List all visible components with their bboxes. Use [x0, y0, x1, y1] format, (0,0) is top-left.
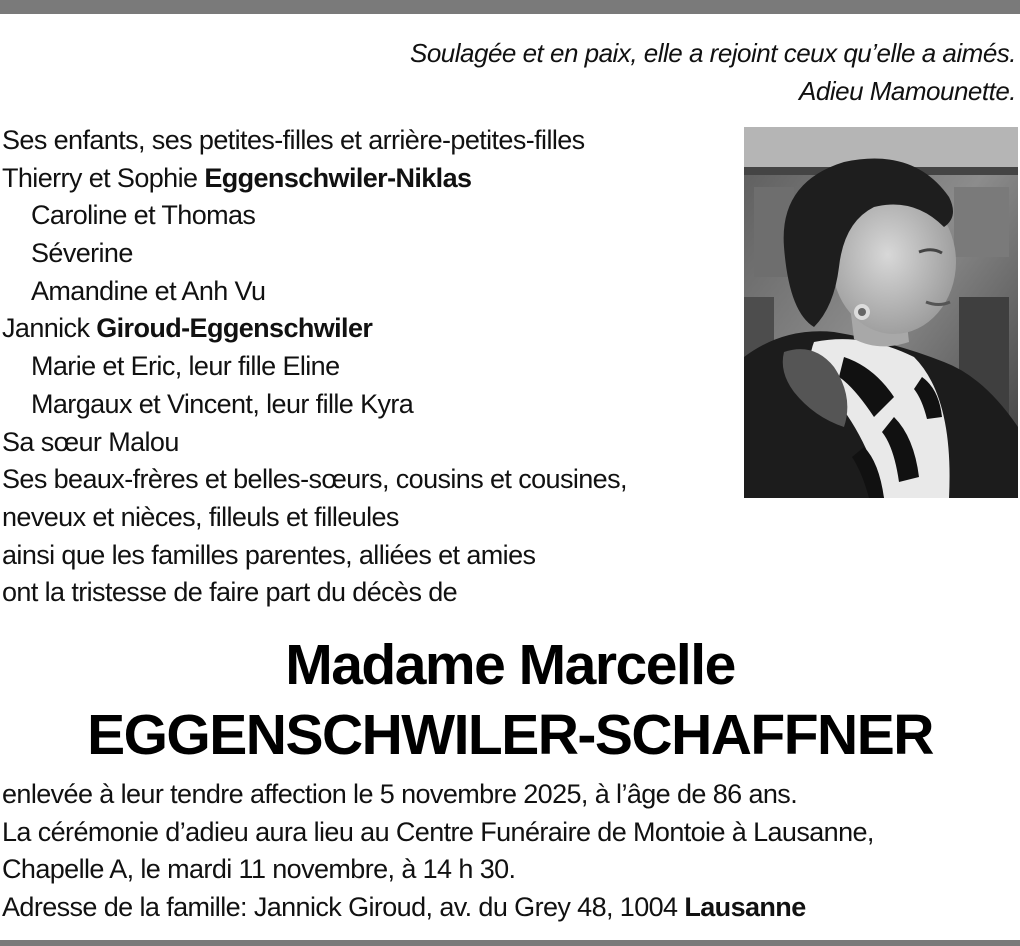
portrait-photo [744, 127, 1018, 498]
relatives-line: neveux et nièces, filleuls et filleules [2, 501, 399, 532]
child-1-surname: Eggenschwiler-Niklas [204, 162, 472, 193]
address-text: Adresse de la famille: Jannick Giroud, av. du Grey 48, 1004 [2, 891, 685, 922]
child-1-first-names: Thierry et Sophie [2, 162, 205, 193]
epigraph [410, 34, 1016, 110]
grandchild-line: Caroline et Thomas [31, 200, 256, 231]
epigraph-line-2: Adieu Mamounette. [799, 76, 1016, 106]
deceased-title-first-name: Madame Marcelle [285, 633, 735, 697]
grandchild-line: Margaux et Vincent, leur fille Kyra [31, 388, 414, 419]
child-2-surname: Giroud-Eggenschwiler [96, 313, 373, 344]
top-rule [0, 0, 1020, 14]
deceased-name [0, 630, 1020, 770]
address-city: Lausanne [684, 891, 806, 922]
family-announcement [2, 122, 627, 612]
ceremony-line: La cérémonie d’adieu aura lieu au Centre Funéraire de Montoie à Lausanne, [2, 816, 874, 847]
ceremony-time-line: Chapelle A, le mardi 11 novembre, à 14 h 30. [2, 854, 516, 884]
sister-line: Sa sœur Malou [2, 426, 179, 457]
deceased-surname: EGGENSCHWILER-SCHAFFNER [87, 703, 933, 767]
grandchild-line: Marie et Eric, leur fille Eline [31, 351, 340, 382]
funeral-details [2, 776, 874, 926]
grandchild-line: Amandine et Anh Vu [31, 275, 266, 306]
child-1 [2, 160, 627, 198]
relatives-line: ainsi que les familles parentes, alliées et amies [2, 539, 536, 570]
family-intro: Ses enfants, ses petites-filles et arrière-petites-filles [2, 125, 585, 155]
death-date-line: enlevée à leur tendre affection le 5 novembre 2025, à l’âge de 86 ans. [2, 779, 798, 809]
child-2-first-name: Jannick [2, 313, 97, 344]
grandchild-line: Séverine [31, 238, 133, 269]
epigraph-line-1: Soulagée et en paix, elle a rejoint ceux qu’elle a aimés. [409, 38, 1016, 68]
child-2 [2, 310, 627, 348]
family-address [2, 889, 874, 927]
bottom-rule [0, 940, 1020, 946]
announcement-line: ont la tristesse de faire part du décès de [2, 577, 458, 608]
relatives-line: Ses beaux-frères et belles-sœurs, cousins et cousines, [2, 464, 627, 495]
